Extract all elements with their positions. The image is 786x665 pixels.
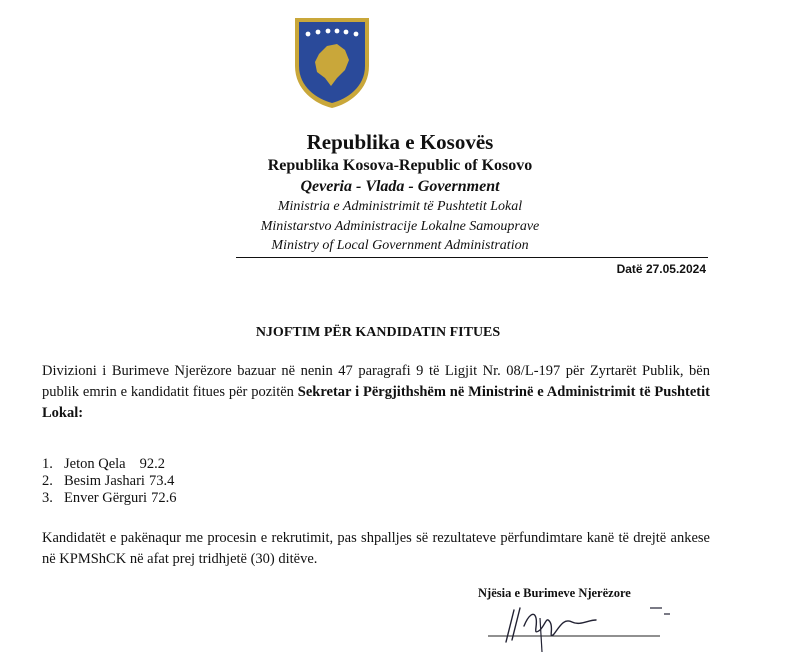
list-number: 3. — [42, 490, 53, 506]
candidate-name: Jeton Qela — [64, 456, 126, 472]
candidate-list — [42, 456, 176, 507]
intro-text: Divizioni i Burimeve Njerëzore bazuar në nenin 47 paragrafi 9 të Ligjit Nr. 08/L-197 për Zyrtarët Publik, bën publik emrin e kandidatit fitues për pozitën — [42, 363, 710, 400]
header-ministry-en: Ministry of Local Government Administration — [271, 238, 529, 253]
header-government: Qeveria - Vlada - Government — [300, 178, 500, 195]
candidate-score: 72.6 — [151, 490, 177, 506]
header-republic: Republika e Kosovës — [306, 130, 494, 154]
intro-paragraph — [42, 361, 710, 424]
position-name: Sekretar i Përgjithshëm në Ministrinë e Administrimit të Pushtetit Lokal: — [42, 384, 710, 421]
kosovo-coat-of-arms-icon — [291, 14, 373, 110]
signature-unit-label: Njësia e Burimeve Njerëzore — [478, 586, 631, 600]
list-number: 1. — [42, 456, 53, 472]
list-item — [42, 490, 176, 507]
header-ministry-sr: Ministarstvo Administracije Lokalne Samouprave — [260, 219, 540, 234]
list-number: 2. — [42, 473, 53, 489]
list-item — [42, 473, 176, 490]
document-title: NJOFTIM PËR KANDIDATIN FITUES — [255, 325, 501, 340]
handwritten-signature-icon — [484, 596, 674, 658]
candidate-score: 92.2 — [139, 456, 165, 472]
candidate-name: Enver Gërguri — [64, 490, 148, 506]
candidate-score: 73.4 — [148, 473, 175, 489]
header-republic-multilingual: Republika Kosova-Republic of Kosovo — [267, 157, 533, 174]
closing-paragraph: Kandidatët e pakënaqur me procesin e rekrutimit, pas shpalljes së rezultateve përfundimtare kanë të drejtë ankese në KPMShCK në afat prej tridhjetë (30) ditëve. — [42, 530, 710, 567]
header-ministry-sq: Ministria e Administrimit të Pushtetit Lokal — [277, 199, 523, 214]
document-date: Datë 27.05.2024 — [616, 262, 706, 276]
candidate-name: Besim Jashari — [64, 473, 145, 489]
list-item — [42, 456, 176, 473]
header-divider — [236, 257, 708, 258]
